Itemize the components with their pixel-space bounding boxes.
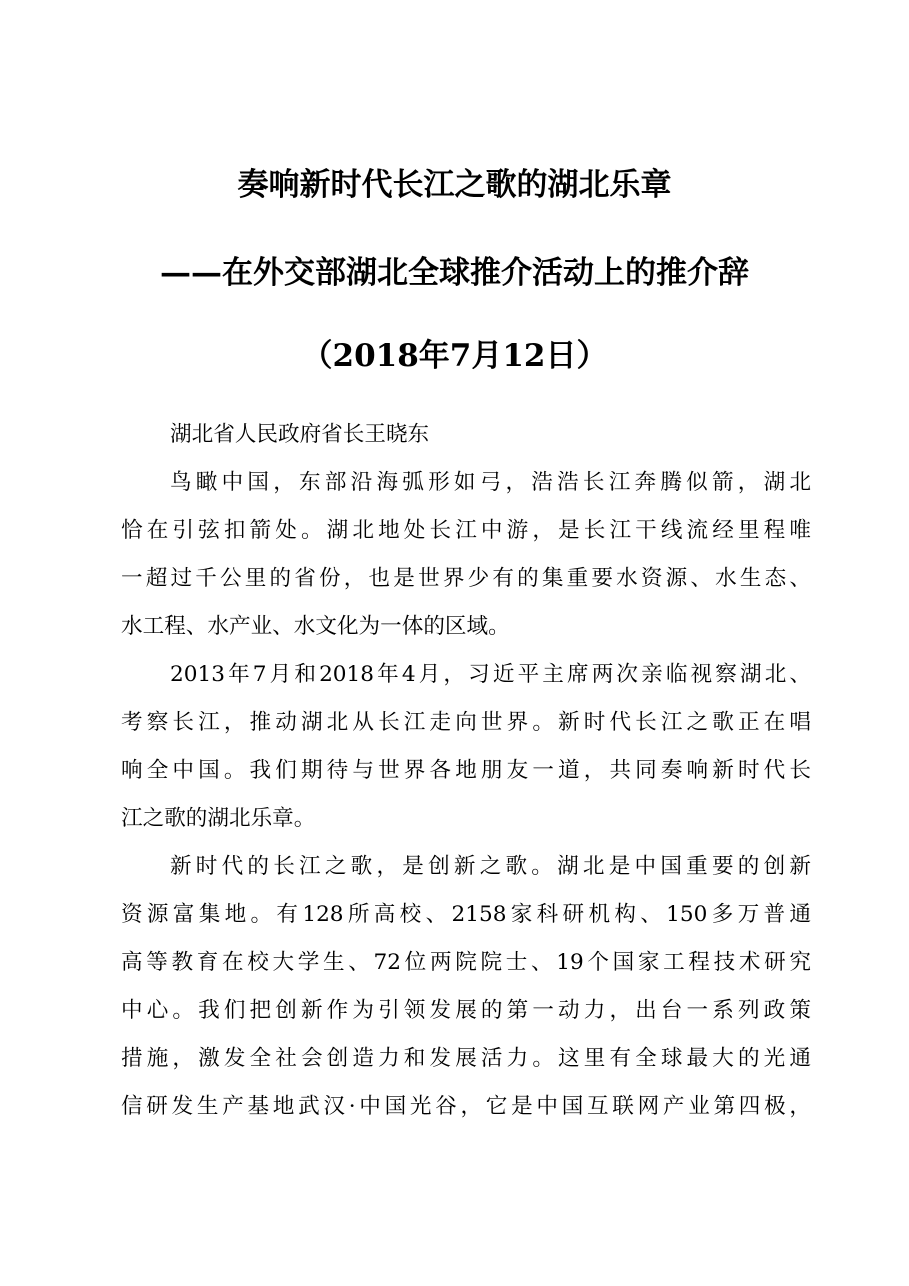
paragraph-3-line-6: 信研发生产基地武汉·中国光谷，它是中国互联网产业第四极， [121, 1094, 811, 1119]
paragraph-1-line-2: 恰在引弦扣箭处。湖北地处长江中游，是长江干线流经里程唯 [121, 518, 811, 543]
document-title: 奏响新时代长江之歌的湖北乐章 [237, 167, 672, 203]
paragraph-1-line-3: 一超过千公里的省份，也是世界少有的集重要水资源、水生态、 [121, 566, 811, 591]
document-date: （2018年7月12日） [301, 338, 608, 374]
paragraph-3-line-1: 新时代的长江之歌，是创新之歌。湖北是中国重要的创新 [170, 854, 811, 879]
paragraph-2-line-4: 江之歌的湖北乐章。 [121, 806, 316, 831]
paragraph-2-line-1: 2013年7月和2018年4月，习近平主席两次亲临视察湖北、 [170, 662, 811, 687]
paragraph-1-line-4: 水工程、水产业、水文化为一体的区域。 [121, 614, 510, 639]
document-subtitle: ——在外交部湖北全球推介活动上的推介辞 [160, 255, 749, 291]
paragraph-3-line-5: 措施，激发全社会创造力和发展活力。这里有全球最大的光通 [121, 1046, 811, 1071]
author-line: 湖北省人民政府省长王晓东 [170, 422, 430, 447]
paragraph-1-line-1: 鸟瞰中国，东部沿海弧形如弓，浩浩长江奔腾似箭，湖北 [170, 470, 811, 495]
paragraph-3-line-3: 高等教育在校大学生、72位两院院士、19个国家工程技术研究 [121, 950, 811, 975]
paragraph-2-line-3: 响全中国。我们期待与世界各地朋友一道，共同奏响新时代长 [121, 758, 811, 783]
paragraph-3-line-2: 资源富集地。有128所高校、2158家科研机构、150多万普通 [121, 902, 811, 927]
paragraph-2-line-2: 考察长江，推动湖北从长江走向世界。新时代长江之歌正在唱 [121, 710, 811, 735]
paragraph-3-line-4: 中心。我们把创新作为引领发展的第一动力，出台一系列政策 [121, 998, 811, 1023]
